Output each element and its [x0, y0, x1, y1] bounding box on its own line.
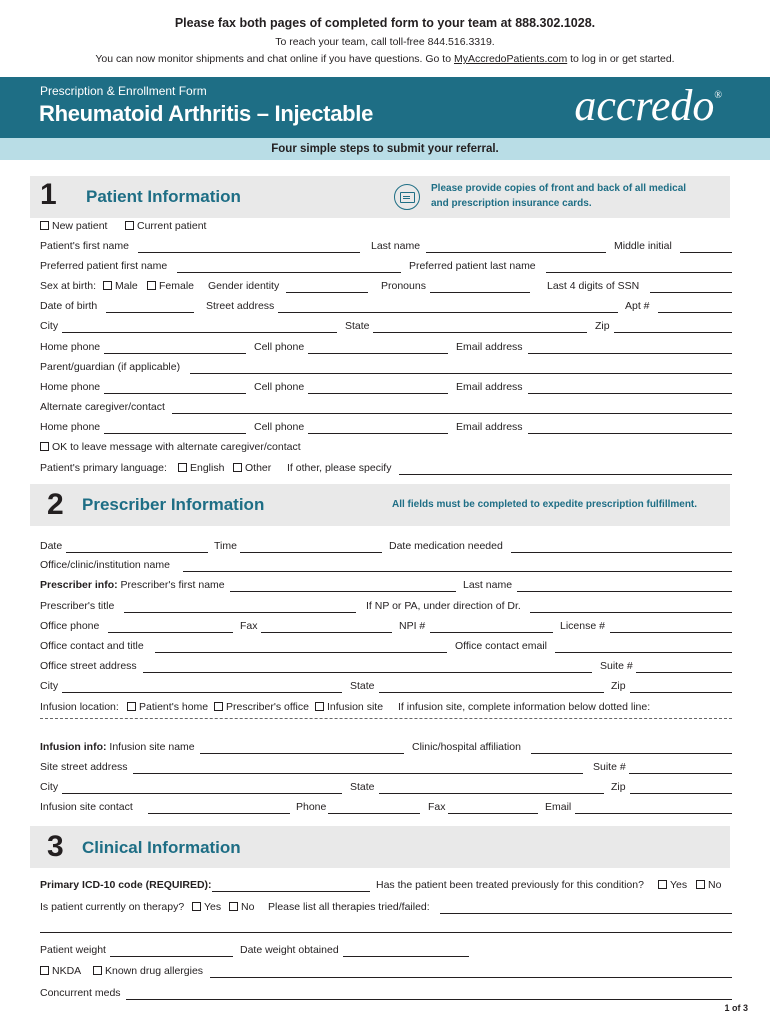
- treated-prev-label: Has the patient been treated previously for this condition?: [376, 879, 644, 891]
- prescribers-office-checkbox[interactable]: [214, 702, 223, 711]
- caregiver-cell-phone-field[interactable]: [308, 433, 448, 434]
- last-name-field[interactable]: [426, 252, 606, 253]
- prescriber-title-label: Prescriber's title: [40, 600, 115, 612]
- office-contact-field[interactable]: [155, 652, 447, 653]
- alt-caregiver-label: Alternate caregiver/contact: [40, 401, 165, 413]
- section-title: Patient Information: [86, 187, 241, 206]
- pref-last-field[interactable]: [546, 272, 732, 273]
- site-email-label: Email: [545, 801, 572, 813]
- prescriber-title-field[interactable]: [124, 612, 356, 613]
- gender-identity-field[interactable]: [286, 292, 368, 293]
- reach-team-phone: To reach your team, call toll-free 844.516.3319.: [275, 36, 495, 48]
- site-contact-label: Infusion site contact: [40, 801, 133, 813]
- site-contact-field[interactable]: [148, 813, 290, 814]
- site-email-field[interactable]: [575, 813, 732, 814]
- affiliation-label: Clinic/hospital affiliation: [412, 741, 521, 753]
- pronouns-field[interactable]: [430, 292, 530, 293]
- alt-caregiver-field[interactable]: [172, 413, 732, 414]
- weight-label: Patient weight: [40, 944, 106, 956]
- middle-initial-label: Middle initial: [614, 240, 672, 252]
- guardian-field[interactable]: [190, 373, 732, 374]
- prescriber-last-label: Last name: [463, 579, 513, 591]
- site-city-label: City: [40, 781, 59, 793]
- office-contact-label: Office contact and title: [40, 640, 144, 652]
- prescriber-last-field[interactable]: [517, 591, 732, 592]
- prescriber-first-label: Prescriber's first name: [120, 579, 225, 591]
- zip-field[interactable]: [614, 332, 732, 333]
- site-phone-label: Phone: [296, 801, 327, 813]
- guardian-home-phone-label: Home phone: [40, 381, 101, 393]
- english-label: English: [190, 462, 225, 474]
- form-banner: [0, 77, 770, 138]
- license-field[interactable]: [610, 632, 732, 633]
- steps-bar: Four simple steps to submit your referral.: [0, 138, 770, 160]
- date-label: Date: [40, 540, 63, 552]
- infusion-note: If infusion site, complete information below dotted line:: [398, 701, 651, 713]
- site-city-field[interactable]: [62, 793, 342, 794]
- therapies-label: Please list all therapies tried/failed:: [268, 901, 430, 913]
- street-label: Street address: [206, 300, 275, 312]
- page-number: 1 of 3: [724, 1003, 748, 1013]
- monitor-text-post: to log in or get started.: [567, 53, 675, 65]
- guardian-label: Parent/guardian (if applicable): [40, 361, 181, 373]
- if-other-label: If other, please specify: [287, 462, 392, 474]
- other-language-field[interactable]: [399, 474, 732, 475]
- weight-date-label: Date weight obtained: [240, 944, 339, 956]
- pref-last-label: Preferred patient last name: [409, 260, 536, 272]
- fax-label: Fax: [240, 620, 258, 632]
- logo-registered-mark: ®: [714, 90, 722, 101]
- infusion-site-checkbox[interactable]: [315, 702, 324, 711]
- icd-field[interactable]: [212, 891, 370, 892]
- guardian-email-label: Email address: [456, 381, 523, 393]
- allergies-field[interactable]: [210, 977, 732, 978]
- dob-field[interactable]: [106, 312, 194, 313]
- caregiver-home-phone-field[interactable]: [104, 433, 246, 434]
- state-field[interactable]: [373, 332, 587, 333]
- pronouns-label: Pronouns: [381, 280, 426, 292]
- office-phone-field[interactable]: [108, 632, 233, 633]
- section-number: 1: [40, 178, 57, 211]
- office-name-field[interactable]: [183, 571, 732, 572]
- np-pa-label: If NP or PA, under direction of Dr.: [366, 600, 521, 612]
- therapy-no-checkbox[interactable]: [229, 902, 238, 911]
- prescribers-office-label: Prescriber's office: [226, 701, 309, 713]
- form-subtitle: Prescription & Enrollment Form: [40, 84, 207, 98]
- concurrent-meds-label: Concurrent meds: [40, 987, 121, 999]
- monitor-instruction: [0, 53, 770, 65]
- treated-no-label: No: [708, 879, 722, 891]
- site-suite-label: Suite #: [593, 761, 626, 773]
- ssn-field[interactable]: [650, 292, 732, 293]
- therapies-field[interactable]: [440, 913, 732, 914]
- city-label: City: [40, 320, 59, 332]
- npi-label: NPI #: [399, 620, 426, 632]
- on-therapy-label: Is patient currently on therapy?: [40, 901, 185, 913]
- site-zip-label: Zip: [611, 781, 626, 793]
- treated-yes-label: Yes: [670, 879, 688, 891]
- accredo-logo: [574, 80, 722, 131]
- other-language-checkbox[interactable]: [233, 463, 242, 472]
- allergies-label: Known drug allergies: [105, 965, 204, 977]
- concurrent-meds-field[interactable]: [126, 999, 732, 1000]
- last-name-label: Last name: [371, 240, 421, 252]
- np-pa-field[interactable]: [530, 612, 732, 613]
- office-zip-field[interactable]: [630, 692, 732, 693]
- dotted-separator: [40, 718, 732, 719]
- new-patient-checkbox[interactable]: [40, 221, 49, 230]
- other-language-label: Other: [245, 462, 272, 474]
- caregiver-cell-phone-label: Cell phone: [254, 421, 305, 433]
- section-number: 2: [47, 488, 64, 521]
- office-street-field[interactable]: [143, 672, 592, 673]
- site-phone-field[interactable]: [328, 813, 420, 814]
- ok-message-checkbox[interactable]: [40, 442, 49, 451]
- city-field[interactable]: [62, 332, 337, 333]
- allergies-checkbox[interactable]: [93, 966, 102, 975]
- apt-field[interactable]: [658, 312, 732, 313]
- street-field[interactable]: [278, 312, 618, 313]
- apt-label: Apt #: [625, 300, 650, 312]
- office-email-field[interactable]: [555, 652, 732, 653]
- dob-label: Date of birth: [40, 300, 98, 312]
- female-label: Female: [159, 280, 195, 292]
- prescriber-first-field[interactable]: [230, 591, 456, 592]
- middle-initial-field[interactable]: [680, 252, 732, 253]
- caregiver-email-label: Email address: [456, 421, 523, 433]
- office-state-field[interactable]: [379, 692, 604, 693]
- email-label: Email address: [456, 341, 523, 353]
- therapy-yes-checkbox[interactable]: [192, 902, 201, 911]
- office-street-label: Office street address: [40, 660, 137, 672]
- office-name-label: Office/clinic/institution name: [40, 559, 170, 571]
- date-field[interactable]: [66, 552, 208, 553]
- ssn-label: Last 4 digits of SSN: [547, 280, 640, 292]
- license-label: License #: [560, 620, 605, 632]
- ok-message-label: OK to leave message with alternate caregiver/contact: [52, 441, 301, 453]
- new-patient-label: New patient: [52, 220, 108, 232]
- date-needed-field[interactable]: [511, 552, 732, 553]
- office-city-field[interactable]: [62, 692, 342, 693]
- site-street-field[interactable]: [133, 773, 583, 774]
- insurance-card-icon: [394, 184, 420, 210]
- therapy-no-label: No: [241, 901, 255, 913]
- insurance-note-2: and prescription insurance cards.: [431, 198, 592, 209]
- office-city-label: City: [40, 680, 59, 692]
- therapies-field-line2[interactable]: [40, 932, 732, 933]
- section-title: Prescriber Information: [82, 495, 265, 514]
- treated-yes-checkbox[interactable]: [658, 880, 667, 889]
- infusion-location-label: Infusion location:: [40, 701, 119, 713]
- site-street-label: Site street address: [40, 761, 128, 773]
- pref-first-label: Preferred patient first name: [40, 260, 168, 272]
- icd-label: Primary ICD-10 code (REQUIRED):: [40, 879, 212, 891]
- current-patient-label: Current patient: [137, 220, 207, 232]
- cell-phone-label: Cell phone: [254, 341, 305, 353]
- site-state-field[interactable]: [379, 793, 604, 794]
- monitor-text-pre: You can now monitor shipments and chat online if you have questions. Go to: [95, 53, 454, 65]
- fax-instruction: Please fax both pages of completed form to your team at 888.302.1028.: [174, 16, 596, 30]
- female-checkbox[interactable]: [147, 281, 156, 290]
- email-field[interactable]: [528, 353, 732, 354]
- cell-phone-field[interactable]: [308, 353, 448, 354]
- form-title: Rheumatoid Arthritis – Injectable: [39, 101, 374, 126]
- insurance-note-1: Please provide copies of front and back of all medical: [431, 183, 687, 194]
- office-state-label: State: [350, 680, 375, 692]
- site-fax-label: Fax: [428, 801, 446, 813]
- guardian-cell-phone-field[interactable]: [308, 393, 448, 394]
- patients-portal-link[interactable]: MyAccredoPatients.com: [453, 53, 568, 65]
- fax-field[interactable]: [261, 632, 392, 633]
- first-name-label: Patient's first name: [40, 240, 129, 252]
- home-phone-field[interactable]: [104, 353, 246, 354]
- affiliation-field[interactable]: [531, 753, 732, 754]
- male-label: Male: [115, 280, 138, 292]
- section-prescriber-header: [30, 484, 730, 526]
- caregiver-email-field[interactable]: [528, 433, 732, 434]
- section-clinical-header: [30, 826, 730, 868]
- time-field[interactable]: [240, 552, 382, 553]
- zip-label: Zip: [595, 320, 610, 332]
- suite-label: Suite #: [600, 660, 633, 672]
- pref-first-field[interactable]: [177, 272, 401, 273]
- site-name-field[interactable]: [200, 753, 404, 754]
- patients-home-label: Patient's home: [139, 701, 209, 713]
- site-zip-field[interactable]: [630, 793, 732, 794]
- therapy-yes-label: Yes: [204, 901, 222, 913]
- caregiver-home-phone-label: Home phone: [40, 421, 101, 433]
- logo-text: accredo: [574, 81, 715, 130]
- site-suite-field[interactable]: [629, 773, 732, 774]
- first-name-field[interactable]: [138, 252, 360, 253]
- current-patient-checkbox[interactable]: [125, 221, 134, 230]
- office-email-label: Office contact email: [455, 640, 548, 652]
- nkda-checkbox[interactable]: [40, 966, 49, 975]
- site-state-label: State: [350, 781, 375, 793]
- sex-at-birth-label: Sex at birth:: [40, 280, 97, 292]
- gender-identity-label: Gender identity: [208, 280, 280, 292]
- infusion-site-label: Infusion site: [327, 701, 384, 713]
- male-checkbox[interactable]: [103, 281, 112, 290]
- site-fax-field[interactable]: [448, 813, 538, 814]
- time-label: Time: [214, 540, 237, 552]
- language-label: Patient's primary language:: [40, 462, 167, 474]
- office-phone-label: Office phone: [40, 620, 100, 632]
- patients-home-checkbox[interactable]: [127, 702, 136, 711]
- date-needed-label: Date medication needed: [389, 540, 503, 552]
- section-number: 3: [47, 830, 64, 863]
- npi-field[interactable]: [430, 632, 553, 633]
- suite-field[interactable]: [636, 672, 732, 673]
- section-title: Clinical Information: [82, 838, 241, 857]
- guardian-cell-phone-label: Cell phone: [254, 381, 305, 393]
- nkda-label: NKDA: [52, 965, 82, 977]
- weight-field[interactable]: [110, 956, 233, 957]
- english-checkbox[interactable]: [178, 463, 187, 472]
- state-label: State: [345, 320, 370, 332]
- prescriber-note: All fields must be completed to expedite prescription fulfillment.: [392, 499, 698, 510]
- guardian-email-field[interactable]: [528, 393, 732, 394]
- weight-date-field[interactable]: [343, 956, 469, 957]
- guardian-home-phone-field[interactable]: [104, 393, 246, 394]
- home-phone-label: Home phone: [40, 341, 101, 353]
- infusion-info-label: Infusion info:: [40, 741, 107, 753]
- site-name-label: Infusion site name: [109, 741, 195, 753]
- treated-no-checkbox[interactable]: [696, 880, 705, 889]
- office-zip-label: Zip: [611, 680, 626, 692]
- prescriber-info-label: Prescriber info:: [40, 579, 118, 591]
